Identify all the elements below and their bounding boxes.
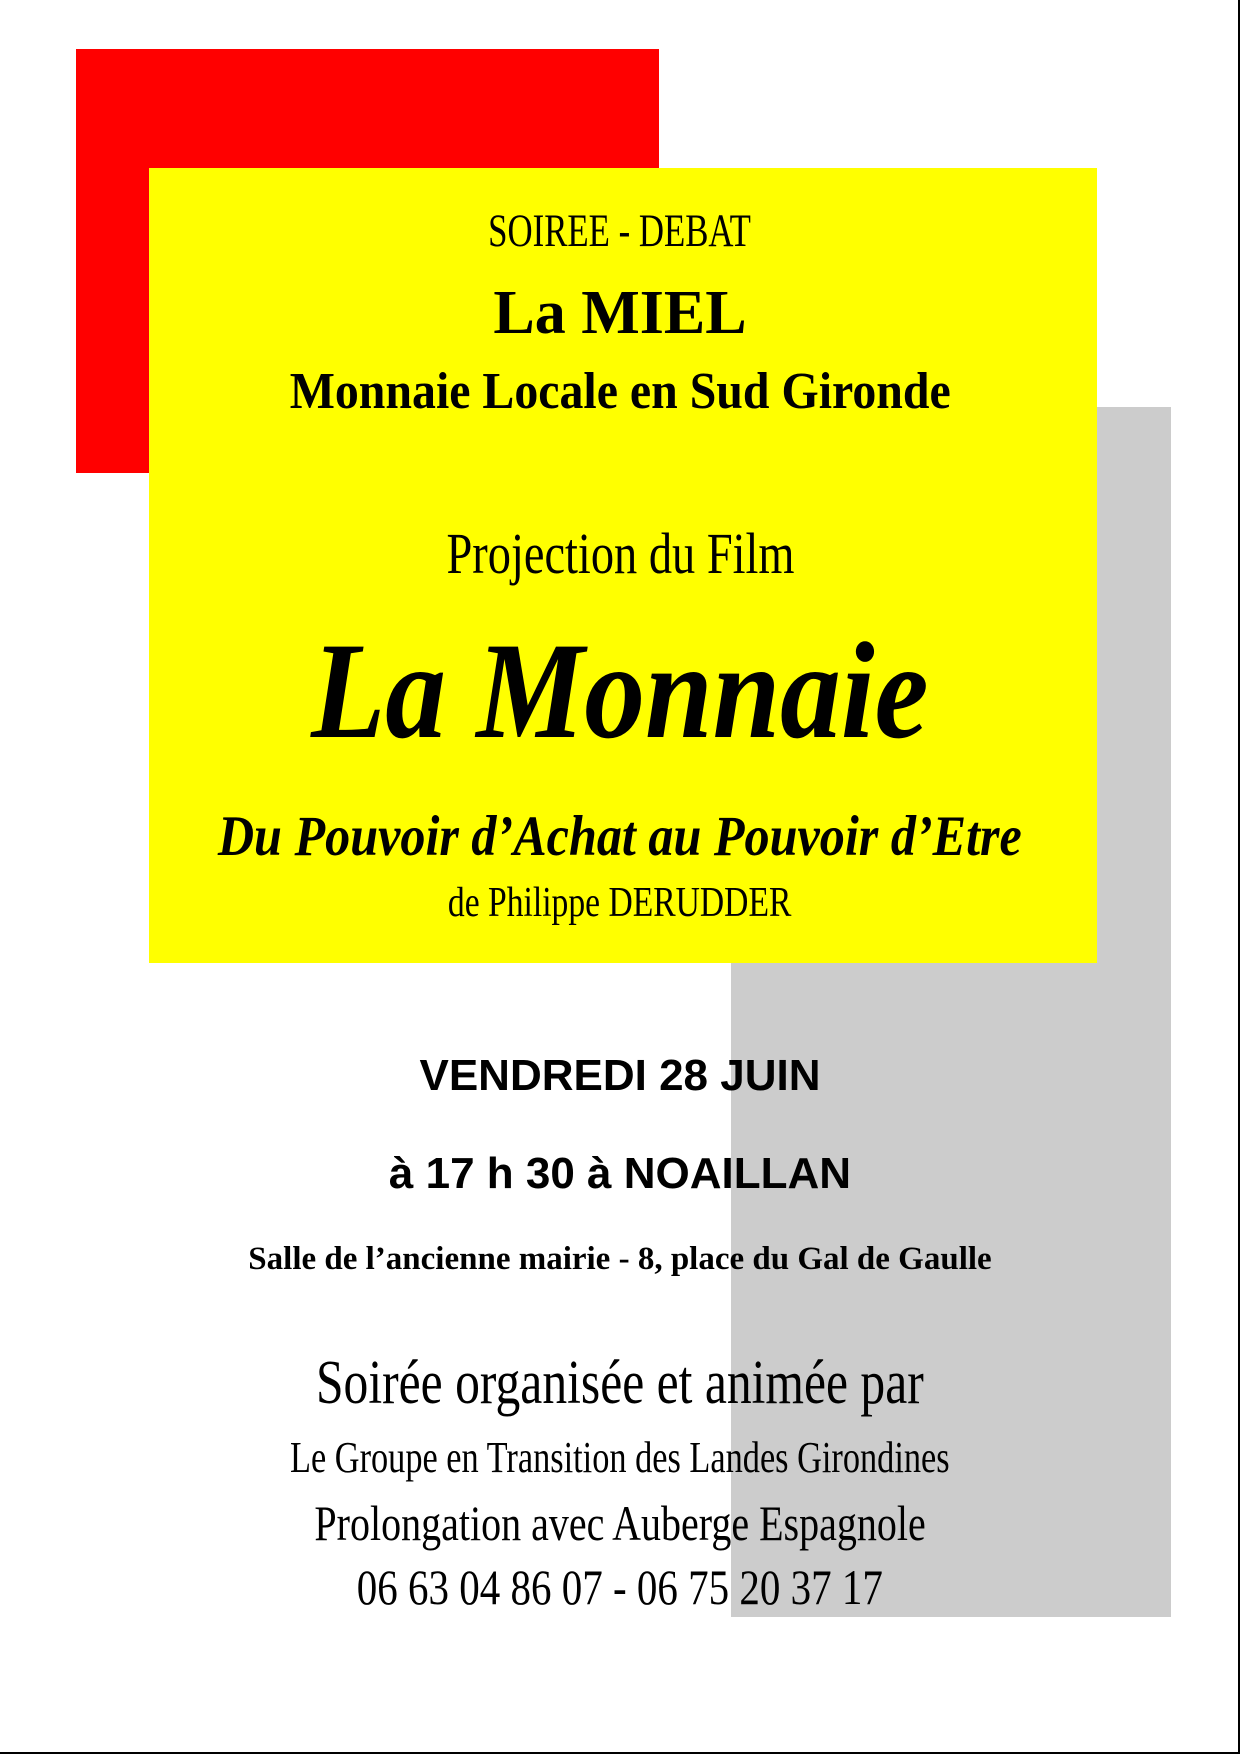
organizer-phones: 06 63 04 86 07 - 06 75 20 37 17 bbox=[356, 1559, 884, 1615]
event-type-heading: SOIREE - DEBAT bbox=[488, 205, 752, 257]
event-date: VENDREDI 28 JUIN bbox=[419, 1051, 821, 1100]
film-intro: Projection du Film bbox=[446, 521, 794, 586]
event-time-place: à 17 h 30 à NOAILLAN bbox=[388, 1149, 852, 1198]
organizer-group: Le Groupe en Transition des Landes Girondines bbox=[290, 1433, 950, 1482]
film-director: de Philippe DERUDDER bbox=[448, 880, 792, 926]
organizer-heading: Soirée organisée et animée par bbox=[316, 1349, 924, 1417]
organization-full-name: Monnaie Locale en Sud Gironde bbox=[289, 363, 951, 420]
organizer-extension: Prolongation avec Auberge Espagnole bbox=[314, 1495, 926, 1551]
film-title: La Monnaie bbox=[311, 614, 929, 767]
film-subtitle: Du Pouvoir d’Achat au Pouvoir d’Etre bbox=[217, 805, 1023, 868]
event-venue: Salle de l’ancienne mairie - 8, place du Gal de Gaulle bbox=[248, 1241, 992, 1277]
organization-name: La MIEL bbox=[493, 279, 747, 347]
